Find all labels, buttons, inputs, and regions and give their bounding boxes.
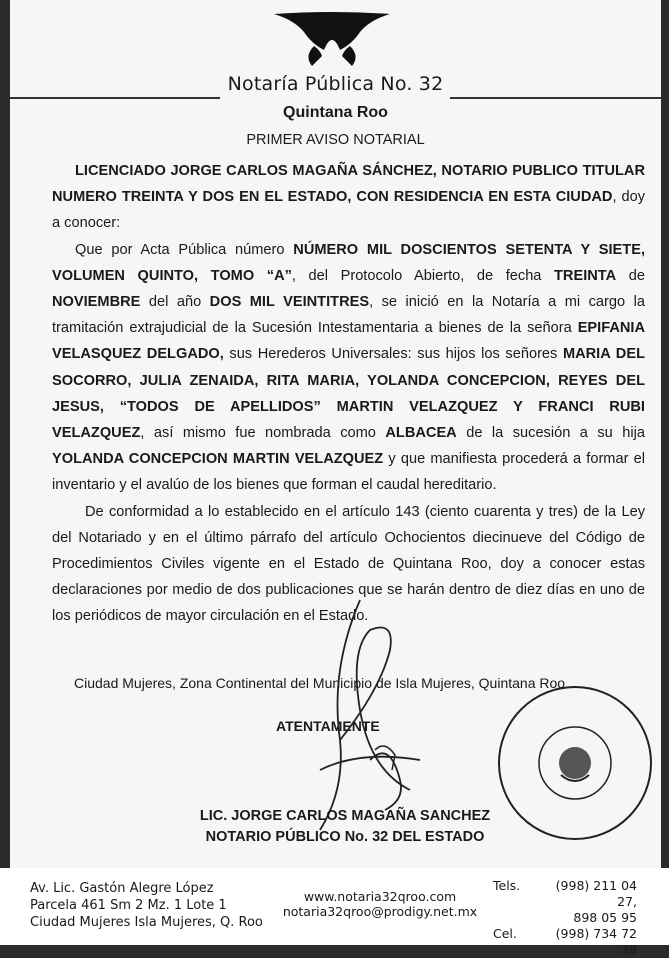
footer-phones: Tels. (998) 211 04 27, 898 05 95 Cel. (998) 734 72 38 (493, 878, 637, 957)
header-rule-right (450, 97, 661, 99)
notary-logo-icon (272, 10, 392, 70)
legal-basis-paragraph: De conformidad a lo establecido en el artículo 143 (ciento cuarenta y tres) de la Ley del Notariado y en el último párrafo del artículo Ochocientos diecinueve del Código de Procedimientos Civiles vigente en el Estado de Quintana Roo, doy a conocer estas declaraciones por medio de dos publicaciones que se harán dentro de diez días en uno de los periódicos de mayor circulación en el Estado. (52, 503, 645, 625)
signatory-role: NOTARIO PÚBLICO No. 32 DEL ESTADO (205, 829, 485, 845)
website-link[interactable]: www.notaria32qroo.com (303, 889, 457, 904)
regards: ATENTAMENTE (276, 718, 380, 734)
signatory-block (180, 806, 510, 848)
footer-address: Av. Lic. Gastón Alegre López Parcela 461 Sm 2 Mz. 1 Lote 1 Ciudad Mujeres Isla Mujeres, Q. Roo (30, 881, 263, 930)
signatory-name: LIC. JORGE CARLOS MAGAÑA SANCHEZ (199, 808, 491, 824)
deed-paragraph: Que por Acta Pública número NÚMERO MIL DOSCIENTOS SETENTA Y SIETE, VOLUMEN QUINTO, TOMO “A”, del Protocolo Abierto, de fecha TREINTA de NOVIEMBRE del año DOS MIL VEINTITRES, se inició en la Notaría a mi cargo la tramitación extrajudicial de la Sucesión Intestamentaria a bienes de la señora EPIFANIA VELASQUEZ DELGADO, sus Herederos Universales: sus hijos los señores MARIA DEL SOCORRO, JULIA ZENAIDA, RITA MARIA, YOLANDA CONCEPCION, REYES DEL JESUS, “TODOS DE APELLIDOS” MARTIN VELAZQUEZ Y FRANCI RUBI VELAZQUEZ, así mismo fue nombrada como ALBACEA de la sucesión a su hija YOLANDA CONCEPCION MARTIN VELAZQUEZ y que manifiesta procederá a formar el inventario y el avalúo de los bienes que forman el caudal hereditario. (52, 241, 645, 494)
footer (0, 868, 669, 957)
intro-paragraph: LICENCIADO JORGE CARLOS MAGAÑA SÁNCHEZ, NOTARIO PUBLICO TITULAR NUMERO TREINTA Y DOS EN EL ESTADO, CON RESIDENCIA EN ESTA CIUDAD, doy a conocer: (52, 163, 645, 232)
place-line: Ciudad Mujeres, Zona Continental del Municipio de Isla Mujeres, Quintana Roo (74, 675, 566, 691)
notice-title: PRIMER AVISO NOTARIAL (246, 132, 425, 148)
header-rule-left (10, 97, 220, 99)
notice-body (52, 158, 645, 630)
handwritten-signature-icon (300, 590, 440, 840)
notary-designation: LICENCIADO JORGE CARLOS MAGAÑA SÁNCHEZ, NOTARIO PUBLICO TITULAR NUMERO TREINTA Y DOS EN EL ESTADO, CON RESIDENCIA EN ESTA CIUDAD (52, 163, 645, 206)
notary-title: Notaría Pública No. 32 (227, 73, 444, 95)
notice-page (10, 0, 661, 868)
footer-contact (275, 889, 485, 919)
notary-seal-icon (495, 683, 655, 843)
email-link[interactable]: notaria32qroo@prodigy.net.mx (282, 904, 478, 919)
state-name: Quintana Roo (283, 104, 388, 121)
